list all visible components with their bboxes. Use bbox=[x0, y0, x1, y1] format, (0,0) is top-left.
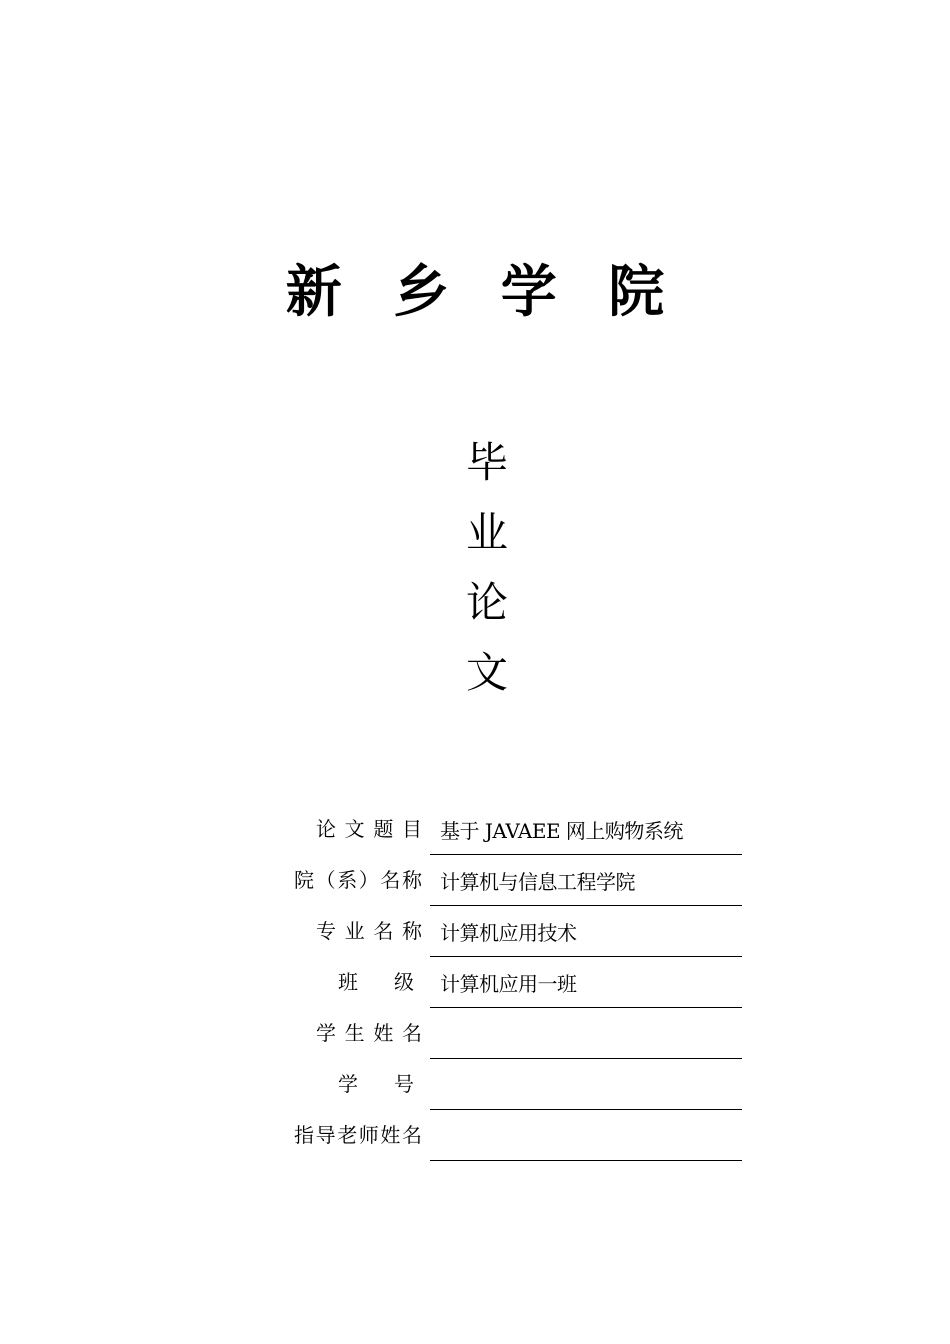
thesis-type-char: 文 bbox=[465, 648, 508, 697]
info-row-class bbox=[290, 957, 742, 1008]
thesis-type-char: 论 bbox=[465, 578, 508, 627]
thesis-type-char: 业 bbox=[465, 508, 508, 557]
info-row-title bbox=[290, 804, 742, 855]
info-row-major bbox=[290, 906, 742, 957]
info-row-student-id bbox=[290, 1059, 742, 1110]
value-student-id bbox=[430, 1061, 742, 1110]
label-student-id: 学 号 bbox=[338, 1072, 414, 1096]
value-thesis-title: 基于 JAVAEE 网上购物系统 bbox=[430, 806, 742, 855]
thesis-type-char: 毕 bbox=[465, 438, 508, 487]
thesis-type-title bbox=[455, 428, 519, 708]
info-row-student-name bbox=[290, 1008, 742, 1059]
value-major: 计算机应用技术 bbox=[430, 908, 742, 957]
label-thesis-title: 论 文 题 目 bbox=[316, 817, 422, 841]
school-name: 新 乡 学 院 bbox=[285, 260, 681, 325]
label-department: 院（系）名称 bbox=[294, 868, 422, 892]
label-class: 班 级 bbox=[338, 970, 414, 994]
label-advisor: 指导老师姓名 bbox=[294, 1123, 422, 1147]
cover-info-table bbox=[290, 804, 742, 1161]
info-row-advisor bbox=[290, 1110, 742, 1161]
label-student-name: 学 生 姓 名 bbox=[316, 1021, 422, 1045]
value-department: 计算机与信息工程学院 bbox=[430, 857, 742, 906]
value-advisor bbox=[430, 1112, 742, 1161]
value-student-name bbox=[430, 1010, 742, 1059]
value-class: 计算机应用一班 bbox=[430, 959, 742, 1008]
label-major: 专 业 名 称 bbox=[316, 919, 422, 943]
info-row-department bbox=[290, 855, 742, 906]
